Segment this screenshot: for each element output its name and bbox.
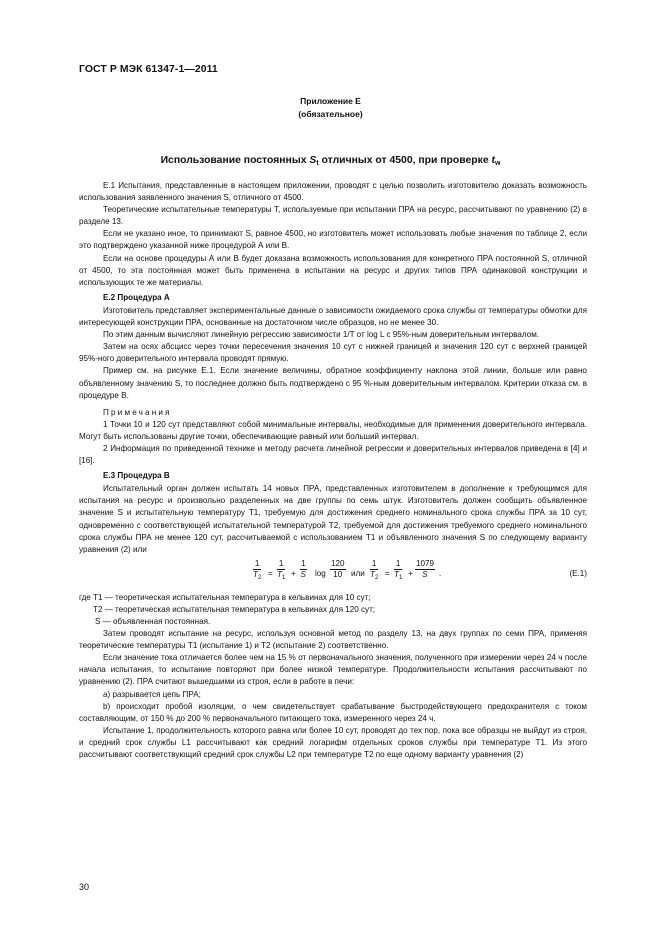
paragraph-e1-4: Если на основе процедуры А или В будет доказана возможность использования для конкретного ПРА постоянной S, отличной от 4500, то эта постоянная может быть применена в испытании на ресурс и других типов ПРА одинаковой конструкции и использующих те же материалы. <box>79 253 587 287</box>
note-2: 2 Информация по приведенной технике и методу расчета линейной регрессии и доверительных интервалов приведена в [4] и [16]. <box>79 443 587 466</box>
formula-or: или <box>351 568 365 578</box>
paragraph-after-1: Затем проводят испытание на ресурс, используя основной метод по разделу 13, на двух группах по семи ПРА, применяя теоретические температуры T1 (испытание 1) и T2 (испытание 2) соответственно. <box>79 629 587 651</box>
paragraph-e2-3: Затем на осях абсцисс через точки пересечения значения 10 сут с нижней границей и значения 120 сут с верхней границей 95%-ного доверительного интервала проводят прямую. <box>79 342 587 364</box>
fraction-1-over-t1: $\frac{1}{T_1}$ <box>277 558 286 581</box>
fraction-1079-over-s: $\frac{1079}{S}$ <box>416 558 435 579</box>
equation-e1: $\frac{1}{T_2}$ = $\frac{1}{T_1}$ + $\frac{1}{S}$ log $\frac{120}{10}$ или $\frac{1}{T_2}$ = $\frac{1}{T_1}$ + $\frac{1079}{S}$ . (Е.1) <box>253 558 587 581</box>
notes-heading: Примечания <box>103 407 172 417</box>
fraction-1-over-t1-b: $\frac{1}{T_1}$ <box>394 558 403 581</box>
log-operator: log <box>315 568 326 578</box>
paragraph-e3-1: Испытательный орган должен испытать 14 новых ПРА, представленных изготовителем в дополнение к требующимся для испытания на ресурс и произвольно разделенных на две группы по семь штук. Изготовитель должен сообщить объявленное значение S и испытательную температуру T1, требуемую для достижения среднего номинального срока службы ПРА за 10 сут, одновременно с соответствующей испытательной температурой T2, требуемой для достижения требуемого среднего номинального срока службы ПРА не менее 120 сут, рассчитываемой с использованием T1 и объявленного значения S по следующему варианту уравнения (2) или <box>79 484 587 554</box>
note-1: 1 Точки 10 и 120 сут представляют собой минимальные интервалы, необходимые для применения доверительного интервала. Могут быть использованы другие точки, обеспечивающие равный или больший интервал. <box>79 419 587 441</box>
annex-status: (обязательное) <box>298 109 363 119</box>
equation-number: (Е.1) <box>569 568 587 578</box>
document-header: ГОСТ Р МЭК 61347-1—2011 <box>79 64 218 75</box>
paragraph-after-3: Испытание 1, продолжительность которого равна или более 10 сут, проводят до тех пор, пока все образцы не выйдут из строя, и средний срок службы L1 рассчитывают как средний логарифм отдельных сроков службы при температуре T1. Из этого рассчитывают соответствующий средний срок службы L2 при температуре T2 по еще одному варианту уравнения (2) <box>79 725 587 760</box>
paragraph-after-2: Если значение тока отличается более чем на 15 % от первоначального значения, полученного при измерении через 24 ч после начала испытания, то испытание повторяют при более низкой температуре. Продолжительности испытания рассчитывают по уравнению (2). ПРА считают вышедшими из строя, если в работе в печи: <box>79 653 587 687</box>
fraction-1-over-t2-b: $\frac{1}{T_2}$ <box>370 558 379 581</box>
definitions <box>79 592 587 628</box>
definition-t2: T2 — теоретическая испытательная температура в кельвинах для 120 сут; <box>93 604 376 614</box>
annex-title: Приложение E <box>300 96 361 106</box>
section-title: Использование постоянных $S_t$ отличных от 4500, при проверке $t_w$ <box>160 155 501 167</box>
list-item-b: b) происходит пробой изоляции, о чем свидетельствует срабатывание быстродействующего предохранителя с током составляющим, от 150 % до 200 % первоначального питающего тока, измеренного через 24 ч. <box>79 701 587 723</box>
fraction-1-over-s: $\frac{1}{S}$ <box>300 558 306 579</box>
paragraph-e2-2: По этим данным вычисляют линейную регрессию зависимости 1/T от log L с 95%-ным доверительным интервалом. <box>103 330 540 340</box>
heading-procedure-a: Е.2 Процедура А <box>103 292 170 302</box>
paragraph-e1-3: Если не указано иное, то принимают S, равное 4500, но изготовитель может использовать любые значения по таблице 2, если это подтверждено указанной ниже процедурой А или В. <box>79 229 587 251</box>
fraction-1-over-t2: $\frac{1}{T_2}$ <box>253 558 262 581</box>
paragraph-e1-2: Теоретические испытательные температуры T, используемые при испытании ПРА на ресурс, рассчитывают по уравнению (2) в разделе 13. <box>79 205 587 227</box>
list-item-a: а) разрывается цепь ПРА; <box>103 689 201 699</box>
paragraph-e1-1: Е.1 Испытания, представленные в настоящем приложении, проводят с целью позволить изготовителю доказать возможность использования заявленного значения S, отличного от 4500. <box>79 181 587 203</box>
paragraph-e2-1: Изготовитель представляет экспериментальные данные о зависимости ожидаемого срока службы от температуры обмотки для интересующей конструкции ПРА, основанные на достаточном числе образцов, но не менее 30. <box>79 305 587 328</box>
heading-procedure-b: Е.3 Процедура В <box>103 471 170 481</box>
paragraph-e2-4: Пример см. на рисунке Е.1. Если значение величины, обратное коэффициенту наклона этой линии, больше или равно объявленному значению S, то последнее должно быть подтверждено с 95 %-ным доверительным интервалом. Критерии отказа см. в процедуре В. <box>79 366 587 400</box>
document-body <box>79 180 587 761</box>
fraction-120-over-10: $\frac{120}{10}$ <box>331 558 345 579</box>
page-number: 30 <box>79 882 90 892</box>
definition-s: S — объявленная постоянная. <box>95 617 211 626</box>
definition-t1: где T1 — теоретическая испытательная температура в кельвинах для 10 сут; <box>79 592 371 602</box>
